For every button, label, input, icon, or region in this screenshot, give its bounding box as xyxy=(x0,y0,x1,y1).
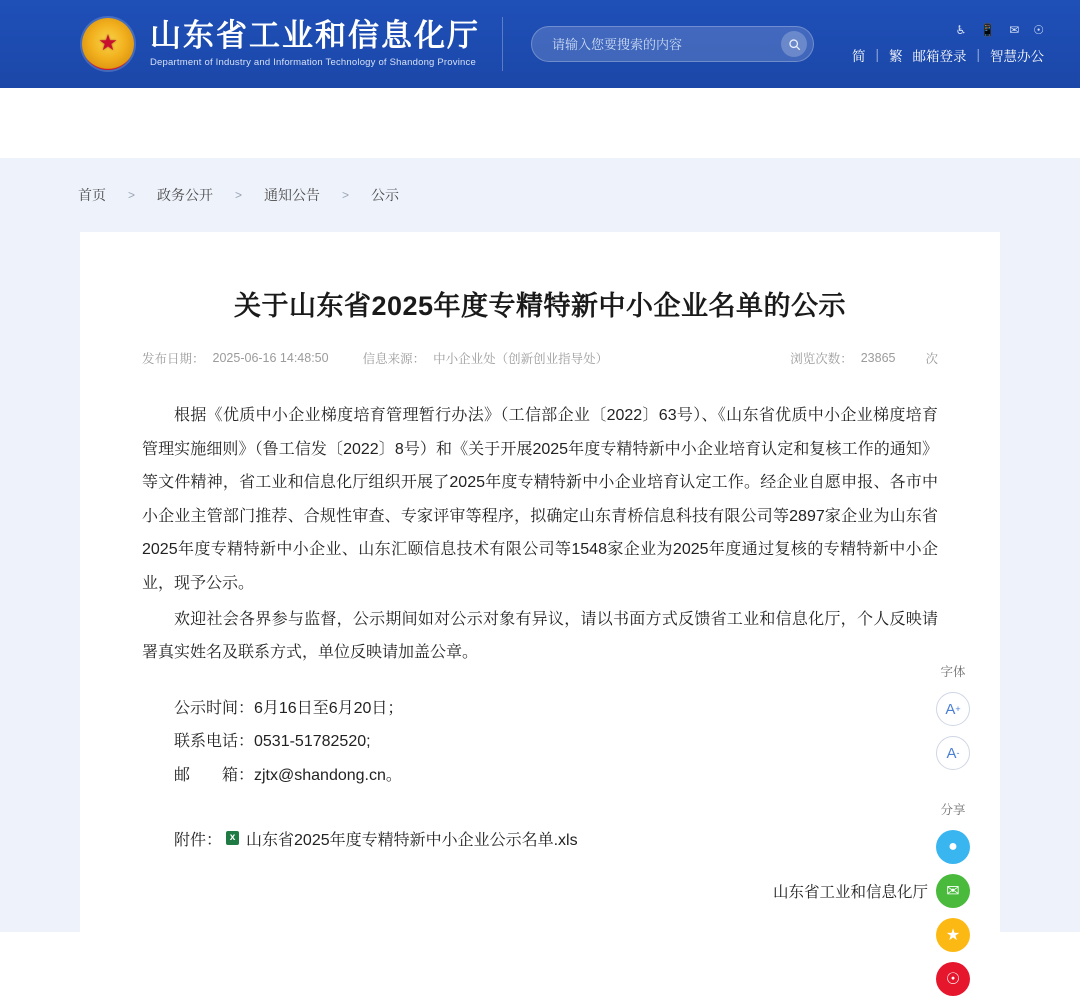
mobile-icon[interactable]: 📱 xyxy=(980,22,996,37)
breadcrumb-item-home[interactable]: 首页 xyxy=(78,187,106,203)
publish-date-value: 2025-06-16 14:48:50 xyxy=(212,351,329,365)
side-toolbar xyxy=(922,662,984,996)
qq-share-icon[interactable]: ● xyxy=(936,830,970,864)
article-body xyxy=(142,399,938,670)
header-utilities xyxy=(852,24,1050,65)
article-card xyxy=(80,232,1000,988)
breadcrumb-separator-2: > xyxy=(235,188,243,202)
font-decrease-sign: - xyxy=(956,748,960,758)
page-title: 关于山东省2025年度专精特新中小企业名单的公示 xyxy=(233,291,847,321)
top-links xyxy=(852,45,1044,65)
publicity-period: 公示时间：6月16日至6月20日； xyxy=(174,699,404,717)
link-divider-2: | xyxy=(976,47,980,62)
views-label: 浏览次数： xyxy=(790,352,853,366)
accessibility-icon-group xyxy=(955,24,1044,36)
xls-file-icon xyxy=(226,831,239,845)
search-icon[interactable] xyxy=(781,31,807,57)
share-label: 分享 xyxy=(940,803,966,817)
wechat-icon[interactable]: ✉ xyxy=(1009,22,1020,37)
article-paragraph-1: 根据《优质中小企业梯度培育管理暂行办法》（工信部企业〔2022〕63号）、《山东省优质中小企业梯度培育管理实施细则》（鲁工信发〔2022〕8号）和《关于开展2025年度专精特新中小企业培育认定和复核工作的通知》等文件精神，省工业和信息化厅组织开展了2025年度专精特新中小企业培育认定工作。经企业自愿申报、各市中小企业主管部门推荐、合规性审查、专家评审等程序，拟确定山东青桥信息科技有限公司等2897家企业为山东省2025年度专精特新中小企业、山东汇颐信息技术有限公司等1548家企业为2025年度通过复核的专精特新中小企业，现予公示。 xyxy=(142,407,938,592)
views-count: 23865 xyxy=(860,351,896,365)
breadcrumb-item-publicity[interactable]: 公示 xyxy=(371,187,400,203)
contact-email: 邮 箱：zjtx@shandong.cn。 xyxy=(174,766,402,784)
document-signature: 山东省工业和信息化厅 xyxy=(772,883,928,901)
breadcrumb xyxy=(0,158,1080,232)
font-size-label: 字体 xyxy=(940,665,966,679)
publish-date-label: 发布日期： xyxy=(142,352,205,366)
accessibility-icon[interactable]: ♿ xyxy=(955,22,967,37)
header-divider xyxy=(502,17,503,71)
breadcrumb-separator-3: > xyxy=(342,188,350,202)
wechat-share-icon[interactable]: ✉ xyxy=(936,874,970,908)
source-label: 信息来源： xyxy=(362,352,426,366)
attachment-label: 附件： xyxy=(174,831,223,849)
search-input[interactable] xyxy=(550,36,781,53)
mail-login-link[interactable]: 邮箱登录 xyxy=(912,48,967,64)
views-unit: 次 xyxy=(925,352,938,366)
site-name-cn: 山东省工业和信息化厅 xyxy=(150,17,480,53)
article-meta xyxy=(142,349,938,381)
lang-traditional-link[interactable]: 繁 xyxy=(888,48,903,64)
contact-phone: 联系电话：0531-51782520; xyxy=(174,733,371,751)
breadcrumb-item-gov-disclosure[interactable]: 政务公开 xyxy=(157,187,214,203)
source-value: 中小企业处（创新创业指导处） xyxy=(433,352,609,366)
font-increase-letter: A xyxy=(945,700,956,718)
page-background xyxy=(0,158,1080,988)
font-decrease-letter: A xyxy=(946,744,957,762)
weibo-icon[interactable]: ☉ xyxy=(1033,22,1044,37)
weibo-share-icon[interactable]: ☉ xyxy=(936,962,970,996)
site-header xyxy=(0,0,1080,88)
search-box[interactable] xyxy=(531,26,814,62)
font-increase-sign: + xyxy=(955,704,961,714)
site-brand xyxy=(150,17,480,69)
smart-office-link[interactable]: 智慧办公 xyxy=(990,48,1044,64)
link-divider: | xyxy=(875,47,879,62)
font-decrease-button[interactable] xyxy=(936,736,970,770)
contact-info-block xyxy=(142,692,938,793)
font-increase-button[interactable] xyxy=(936,692,970,726)
header-spacer xyxy=(0,88,1080,158)
attachment-link[interactable]: 山东省2025年度专精特新中小企业公示名单.xls xyxy=(246,831,578,849)
article-paragraph-2: 欢迎社会各界参与监督，公示期间如对公示对象有异议，请以书面方式反馈省工业和信息化厅，个人反映请署真实姓名及联系方式，单位反映请加盖公章。 xyxy=(142,610,938,662)
national-emblem-icon xyxy=(82,18,134,70)
site-name-en: Department of Industry and Information Technology of Shandong Province xyxy=(150,57,476,69)
attachment-row xyxy=(142,827,938,850)
favorite-icon[interactable]: ★ xyxy=(936,918,970,952)
breadcrumb-item-notice[interactable]: 通知公告 xyxy=(264,187,321,203)
breadcrumb-separator: > xyxy=(128,188,136,202)
lang-simplified-link[interactable]: 简 xyxy=(851,48,866,64)
